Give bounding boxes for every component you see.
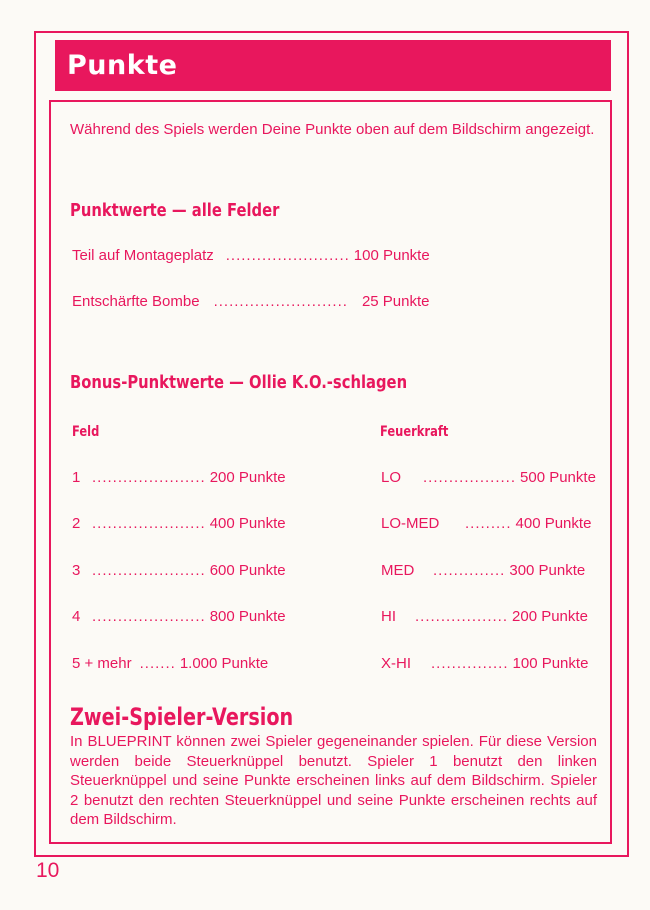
score-label: Entschärfte Bombe [72, 293, 200, 310]
score-row [72, 247, 430, 264]
feld-row [72, 515, 286, 532]
feld-value: 1.000 Punkte [179, 655, 269, 672]
feuerkraft-row [381, 608, 588, 625]
section-heading-zwei-spieler: Zwei-Spieler-Version [70, 703, 294, 731]
feld-label: 2 [72, 515, 81, 532]
feld-value: 800 Punkte [209, 608, 286, 625]
dot-leader: ...................... [92, 515, 206, 532]
feuerkraft-label: LO [381, 469, 402, 486]
dot-leader: .............. [433, 562, 506, 579]
feuerkraft-label: LO-MED [381, 515, 440, 532]
feuerkraft-label: HI [381, 608, 396, 625]
feuerkraft-value: 500 Punkte [520, 469, 596, 486]
score-row [72, 293, 430, 310]
feld-label: 3 [72, 562, 81, 579]
dot-leader: ...................... [92, 562, 206, 579]
dot-leader: ...................... [92, 608, 206, 625]
feuerkraft-row [381, 469, 596, 486]
dot-leader: ....... [139, 655, 176, 672]
dot-leader: .................. [415, 608, 509, 625]
page-title: Punkte [55, 40, 611, 91]
page-number: 10 [36, 859, 60, 882]
feuerkraft-value: 200 Punkte [512, 608, 588, 625]
column-header-feuerkraft: Feuerkraft [380, 424, 449, 440]
feld-row [72, 608, 286, 625]
feuerkraft-value: 300 Punkte [509, 562, 586, 579]
dot-leader: .......................... [213, 293, 348, 310]
feuerkraft-row [381, 515, 591, 532]
score-value: 100 Punkte [353, 247, 430, 264]
dot-leader: ...................... [92, 469, 206, 486]
dot-leader: ............... [431, 655, 509, 672]
intro-text: Während des Spiels werden Deine Punkte oben auf dem Bildschirm angezeigt. [70, 121, 595, 138]
score-label: Teil auf Montageplatz [72, 247, 214, 264]
feld-value: 600 Punkte [209, 562, 286, 579]
column-header-feld: Feld [72, 424, 100, 440]
feuerkraft-label: X-HI [381, 655, 411, 672]
dot-leader: .................. [423, 469, 517, 486]
feld-label: 1 [72, 469, 81, 486]
section-heading-bonus: Bonus-Punktwerte — Ollie K.O.-schlagen [70, 372, 408, 393]
feld-label: 5 + mehr [72, 655, 132, 672]
feld-row [72, 562, 286, 579]
feuerkraft-row [381, 655, 588, 672]
feuerkraft-value: 400 Punkte [515, 515, 592, 532]
dot-leader: ......... [465, 515, 512, 532]
feld-label: 4 [72, 608, 81, 625]
feld-value: 200 Punkte [209, 469, 286, 486]
feld-row [72, 655, 268, 672]
dot-leader: ........................ [225, 247, 350, 264]
score-value: 25 Punkte [361, 293, 430, 310]
section-heading-punktwerte: Punktwerte — alle Felder [70, 200, 280, 221]
feuerkraft-value: 100 Punkte [512, 655, 589, 672]
feld-row [72, 469, 286, 486]
zwei-spieler-text: In BLUEPRINT können zwei Spieler gegeneinander spielen. Für diese Version werden beide Steuerknüppel benutzt. Spieler 1 benutzt den linken Steuerknüppel und seine Punkte erscheinen links auf dem Bildschirm. Spieler 2 benutzt den rechten Steuerknüppel und seine Punkte erscheinen rechts auf dem Bildschirm. [70, 733, 597, 828]
feld-value: 400 Punkte [209, 515, 286, 532]
feuerkraft-label: MED [381, 562, 415, 579]
feuerkraft-row [381, 562, 585, 579]
